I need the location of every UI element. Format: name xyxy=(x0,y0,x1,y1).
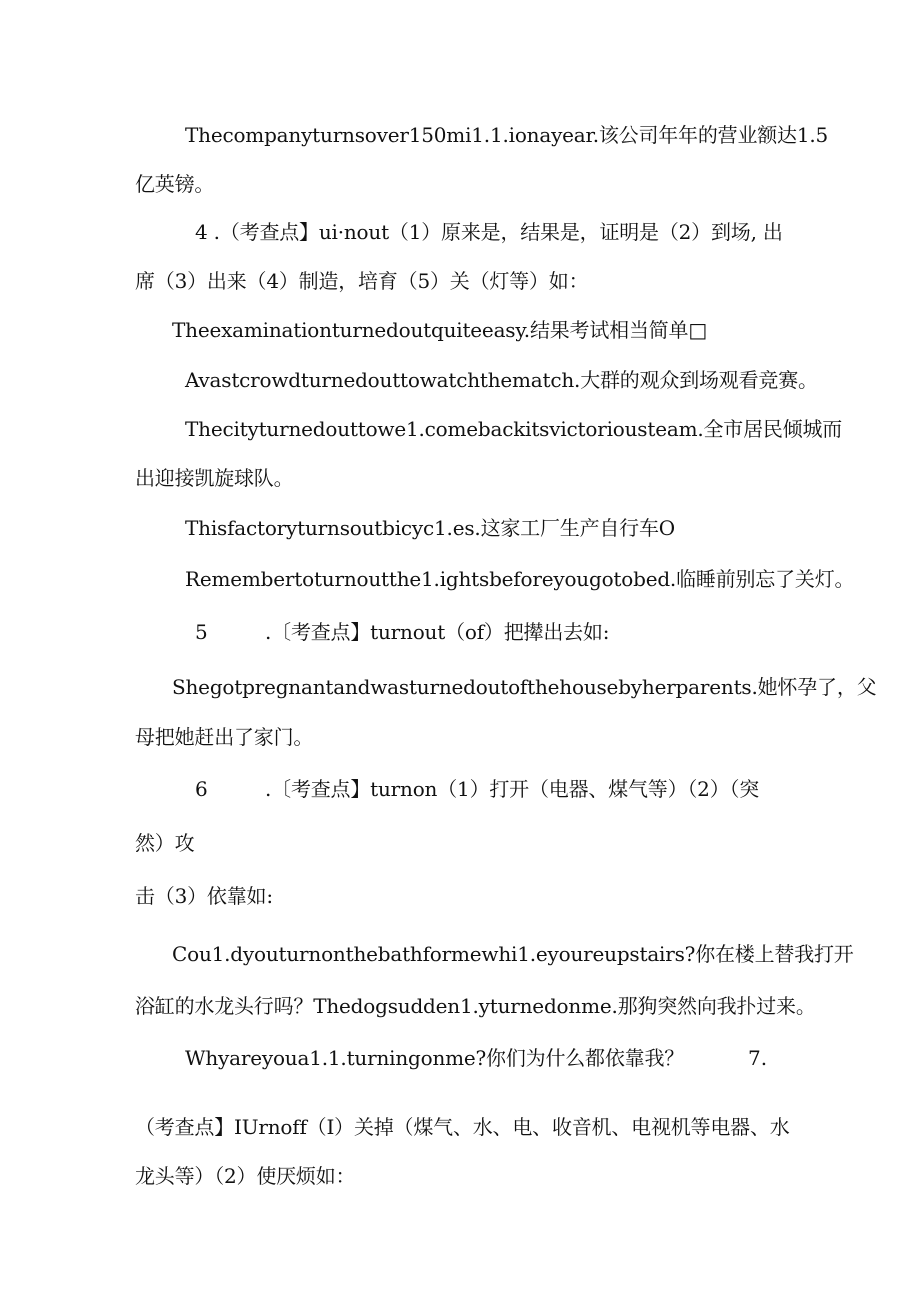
text-line: 击（3）依靠如: xyxy=(135,884,273,908)
text-line: （考查点】IUrnoff（I）关掉（煤气、水、电、收音机、电视机等电器、水 xyxy=(135,1115,790,1139)
text-line: Thecompanyturnsover150mi1.1.ionayear.该公司年年的营业额达1.5 xyxy=(185,123,829,147)
text-line: Shegotpregnantandwasturnedoutofthehousebyherparents.她怀孕了，父 xyxy=(172,675,877,699)
item-number: 7. xyxy=(748,1046,768,1070)
text-line: Thecityturnedouttowe1.comebackitsvictoriousteam.全市居民倾城而 xyxy=(185,417,843,441)
text-line: 出迎接凯旋球队。 xyxy=(135,466,294,490)
text-line: 浴缸的水龙头行吗？Thedogsudden1.yturnedonme.那狗突然向我扑过来。 xyxy=(135,994,816,1018)
text-line: 4 .（考查点】ui·nout（1）原来是，结果是，证明是（2）到场, 出 xyxy=(195,220,783,244)
item-number: 6 xyxy=(195,777,208,801)
text-line: .〔考查点】turnout（of）把撵出去如: xyxy=(265,620,610,644)
text-line: 亿英镑。 xyxy=(135,172,215,196)
text-line: 然）攻 xyxy=(135,831,195,855)
text-line: Cou1.dyouturnonthebathformewhi1.eyoureupstairs?你在楼上替我打开 xyxy=(172,942,854,966)
text-line: Theexaminationturnedoutquiteeasy.结果考试相当简单□ xyxy=(172,318,708,342)
text-line: Thisfactoryturnsoutbicyc1.es.这家工厂生产自行车O xyxy=(185,516,675,540)
text-line: 母把她赶出了家门。 xyxy=(135,725,314,749)
item-number: 5 xyxy=(195,620,208,644)
text-line: Remembertoturnoutthe1.ightsbeforeyougotobed.临睡前别忘了关灯。 xyxy=(185,567,855,591)
text-line: 席（3）出来（4）制造，培育（5）关（灯等）如： xyxy=(135,269,589,293)
text-line: .〔考查点】turnon（1）打开（电器、煤气等）（2）（突 xyxy=(265,777,760,801)
text-line: Whyareyoua1.1.turningonme?你们为什么都依靠我？ xyxy=(185,1046,685,1070)
text-line: 龙头等）（2）使厌烦如： xyxy=(135,1164,356,1188)
text-line: Avastcrowdturnedouttowatchthematch.大群的观众到场观看竞赛。 xyxy=(185,368,818,392)
